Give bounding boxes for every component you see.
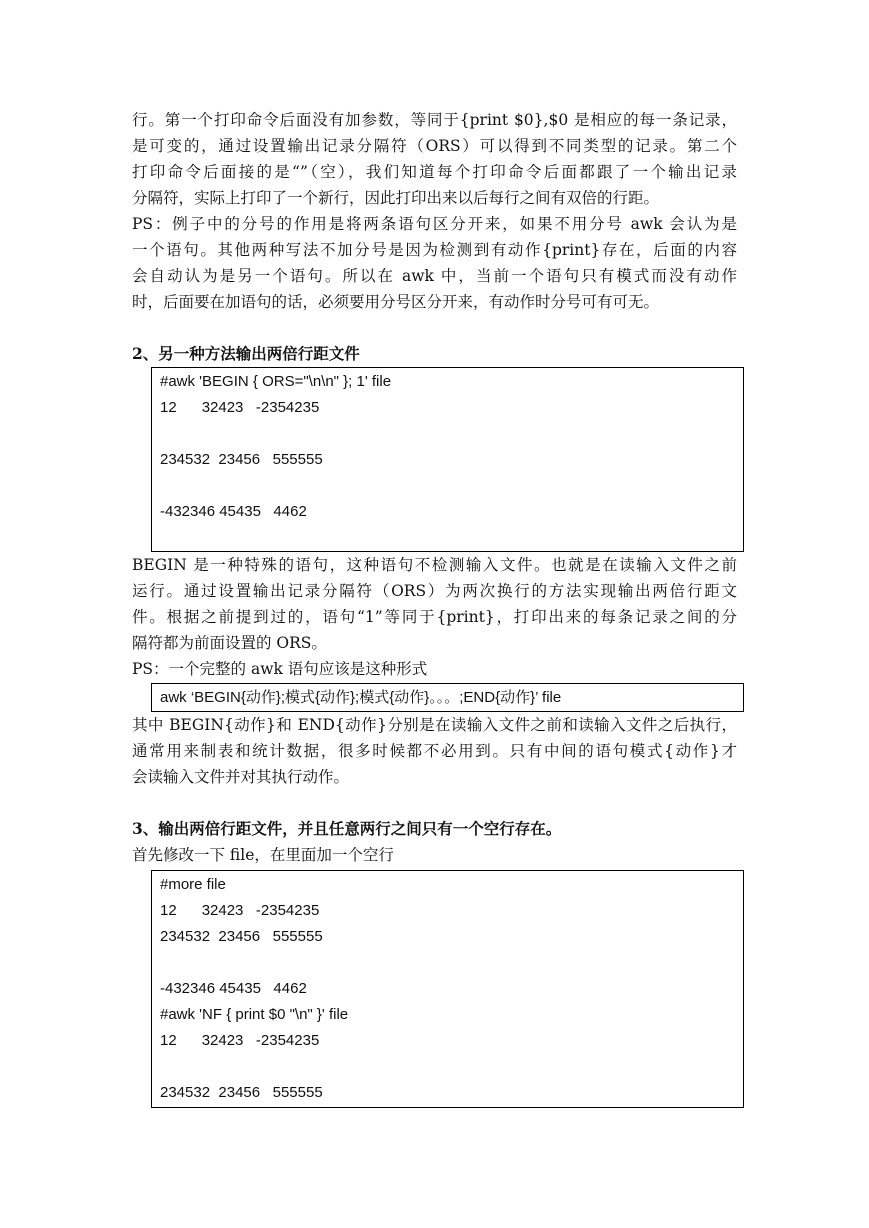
code-line: -432346 45435 4462 xyxy=(160,980,307,997)
code-block xyxy=(151,870,744,1108)
body-line: 运行。通过设置输出记录分隔符（ORS）为两次换行的方法实现输出两倍行距文 xyxy=(132,582,737,600)
code-block xyxy=(151,683,744,712)
section-heading: 3、输出两倍行距文件，并且任意两行之间只有一个空行存在。 xyxy=(132,819,562,838)
code-line: 12 32423 -2354235 xyxy=(160,902,320,919)
section-heading: 2、另一种方法输出两倍行距文件 xyxy=(132,344,360,363)
intro-line: 打印命令后面接的是“”（空），我们知道每个打印命令后面都跟了一个输出记录 xyxy=(132,163,737,181)
intro-line: 分隔符，实际上打印了一个新行，因此打印出来以后每行之间有双倍的行距。 xyxy=(132,189,660,207)
code-line: awk ‘BEGIN{动作};模式{动作};模式{动作}。。。;END{动作}’ file xyxy=(160,689,562,706)
code-line: #more file xyxy=(160,876,226,893)
intro-line: 会自动认为是另一个语句。所以在 awk 中，当前一个语句只有模式而没有动作 xyxy=(132,267,737,285)
code-line: 234532 23456 555555 xyxy=(160,928,323,945)
body-line: 其中 BEGIN{动作}和 END{动作}分别是在读输入文件之前和读输入文件之后执行， xyxy=(132,716,737,734)
intro-line: 行。第一个打印命令后面没有加参数，等同于{print $0},$0 是相应的每一条记录， xyxy=(132,111,737,129)
code-block xyxy=(151,367,744,552)
code-line: #awk 'BEGIN { ORS="\n\n" }; 1' file xyxy=(160,373,392,390)
code-line: 234532 23456 555555 xyxy=(160,451,323,468)
code-line: 12 32423 -2354235 xyxy=(160,399,320,416)
intro-line: 一个语句。其他两种写法不加分号是因为检测到有动作{print}存在，后面的内容 xyxy=(132,241,737,259)
body-line: 会读输入文件并对其执行动作。 xyxy=(132,768,350,786)
body-line: BEGIN 是一种特殊的语句，这种语句不检测输入文件。也就是在读输入文件之前 xyxy=(132,556,737,574)
code-line: 234532 23456 555555 xyxy=(160,1084,323,1101)
intro-line: 时，后面要在加语句的话，必须要用分号区分开来，有动作时分号可有可无。 xyxy=(132,293,660,311)
code-line: #awk 'NF { print $0 "\n" }' file xyxy=(160,1006,349,1023)
intro-line: 是可变的，通过设置输出记录分隔符（ORS）可以得到不同类型的记录。第二个 xyxy=(132,137,737,155)
body-line: 通常用来制表和统计数据，很多时候都不必用到。只有中间的语句模式{动作}才 xyxy=(132,742,737,760)
intro-line: PS：例子中的分号的作用是将两条语句区分开来，如果不用分号 awk 会认为是 xyxy=(132,215,737,233)
code-line: -432346 45435 4462 xyxy=(160,503,307,520)
code-line: 12 32423 -2354235 xyxy=(160,1032,320,1049)
body-line: 件。根据之前提到过的，语句“1”等同于{print}，打印出来的每条记录之间的分 xyxy=(132,608,737,626)
body-line: 隔符都为前面设置的 ORS。 xyxy=(132,634,327,652)
body-line: PS：一个完整的 awk 语句应该是这种形式 xyxy=(132,660,428,678)
body-line: 首先修改一下 file，在里面加一个空行 xyxy=(132,846,394,864)
